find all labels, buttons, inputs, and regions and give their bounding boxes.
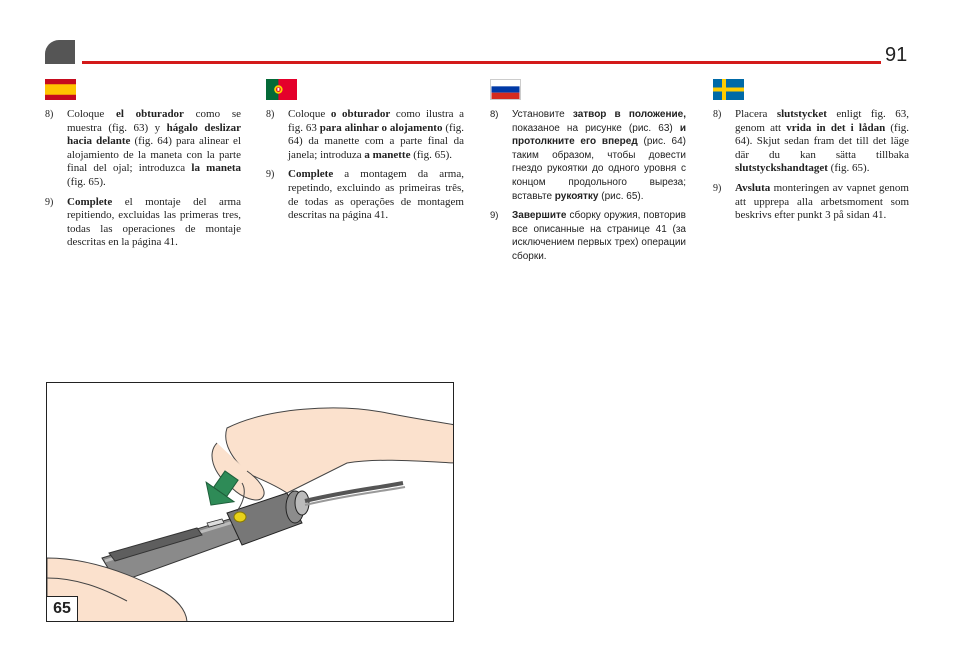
text-run: como ilustra a fig. 63: [288, 108, 464, 134]
bold-term: vrida in det i lådan: [786, 121, 886, 134]
bold-term: la maneta: [191, 162, 241, 175]
step-8: 8) Установите затвор в положение, показаное на рисунке (рис. 63) и протолкните его вперед (рис. 64) таким образом, чтобы довести гнездо рукоятки до одного уровня с концом продольного выреза; вставьте рукоятку (рис. 65).: [490, 109, 686, 202]
bold-term: para alinhar o alojamento: [319, 121, 443, 134]
text-run: (fig. 65).: [410, 148, 453, 161]
bold-term: hágalo deslizar hacia delante: [67, 121, 241, 148]
bold-term: slutstyckshandtaget: [735, 162, 828, 175]
step-8: 8) Placera slutstycket enligt fig. 63, genom att vrida in det i lådan (fig. 64). Skjut sedan fram det till det läge där du kan sätta tillbaka slutstyckshandtaget (fig. 65).: [713, 108, 910, 175]
bold-term: el obturador: [116, 108, 184, 120]
bold-term: рукоятку: [554, 190, 599, 202]
bold-term: a manette: [364, 148, 411, 161]
bold-term: slutstycket: [776, 108, 827, 120]
figure-65: [46, 382, 454, 622]
text-run: показаное на рисунке (рис. 63): [512, 122, 680, 134]
text-run: (fig. 64) da manette com a parte final da janela; introduza: [288, 121, 464, 161]
text-run: a montagem da arma, repetindo, excluindo as primeiras três, de todas as operações de montagem descritas na página 41.: [288, 168, 464, 222]
column-portuguese: [266, 79, 464, 229]
text-run: (рис. 65).: [598, 190, 644, 202]
text-run: (рис. 64) таким образом, чтобы довести гнездо рукоятки до одного уровня с концом продольного выреза; вставьте: [512, 136, 686, 202]
russia-flag-icon: [490, 79, 521, 100]
figure-label: 65: [47, 596, 78, 621]
step-8: 8) Coloque el obturador como se muestra (fig. 63) y hágalo deslizar hacia delante (fig. 64) para alinear el alojamiento de la maneta con la parte final del ojal; introduzca la maneta (fig. 65).: [45, 108, 241, 188]
text-run: (fig. 65).: [827, 162, 870, 175]
text-run: (fig. 64) para alinear el alojamiento de la maneta con la parte final del ojal; introduzca: [67, 135, 241, 175]
bold-term: Avsluta: [735, 181, 771, 194]
step-8: 8) Coloque o obturador como ilustra a fig. 63 para alinhar o alojamento (fig. 64) da manette com a parte final da janela; introduza a manette (fig. 65).: [266, 108, 464, 161]
portugal-flag-icon: [266, 79, 297, 100]
step-9: 9) Завершите сборку оружия, повторив все описанные на странице 41 (за исключением первых трех) операции сборки.: [490, 210, 686, 262]
column-swedish: [713, 79, 909, 229]
bold-term: Complete: [288, 168, 334, 181]
text-run: enligt fig. 63, genom att: [735, 108, 909, 134]
text-run: сборку оружия, повторив все описанные на странице 41 (за исключением первых трех) операции сборки.: [512, 210, 686, 262]
step-9: 9) Complete el montaje del arma repitiendo, excluidas las primeras tres, todas las operaciones de montaje descritas en la página 41.: [45, 195, 241, 249]
column-spanish: [45, 79, 241, 256]
text-run: Coloque: [67, 108, 116, 120]
text-run: monteringen av vapnet genom att upprepa alla arbetsmoment som beskrivs efter punkt 3 på sidan 41.: [735, 181, 909, 222]
bold-term: Complete: [67, 195, 113, 208]
column-russian: [490, 79, 686, 270]
text-run: (fig. 64). Skjut sedan fram det till det läge där du kan sätta tillbaka: [735, 121, 910, 161]
bold-term: затвор в положение,: [572, 109, 686, 120]
page-number: 91: [885, 44, 908, 66]
header-rule: [82, 61, 881, 64]
text-run: el montaje del arma repitiendo, excluidas las primeras tres, todas las operaciones de montaje descritas en la página 41.: [67, 195, 241, 249]
bold-term: o obturador: [330, 108, 391, 120]
text-run: como se muestra (fig. 63) y: [67, 108, 241, 134]
text-run: Coloque: [288, 108, 331, 120]
sweden-flag-icon: [713, 79, 744, 100]
bold-term: и протолкните его вперед: [512, 122, 686, 148]
step-9: 9) Complete a montagem da arma, repetindo, excluindo as primeiras três, de todas as operações de montagem descritas na página 41.: [266, 168, 464, 222]
step-9: 9) Avsluta monteringen av vapnet genom att upprepa alla arbetsmoment som beskrivs efter punkt 3 på sidan 41.: [713, 181, 909, 222]
spain-flag-icon: [45, 79, 76, 100]
bold-term: Завершите: [512, 210, 567, 222]
bolt-insertion-illustration: [47, 383, 454, 622]
text-run: Placera: [735, 108, 777, 120]
text-run: Установите: [512, 109, 573, 120]
chapter-tab: [45, 40, 75, 64]
text-run: (fig. 65).: [67, 175, 106, 188]
